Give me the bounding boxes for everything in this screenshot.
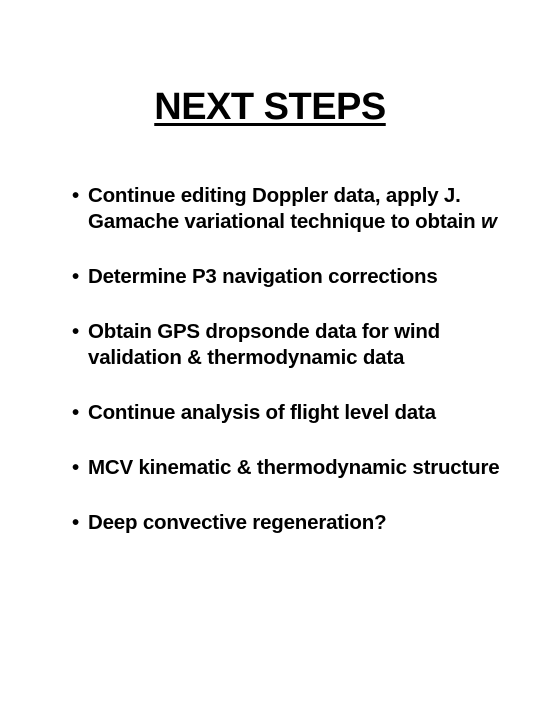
bullet-icon: • xyxy=(72,401,79,424)
bullet-icon: • xyxy=(72,511,79,534)
bullet-icon: • xyxy=(72,320,79,343)
list-item xyxy=(72,510,522,536)
list-item xyxy=(72,183,522,235)
list-item-text: MCV kinematic & thermodynamic structure xyxy=(88,456,500,479)
list-item-emphasis: w xyxy=(480,210,497,233)
list-item-text: Deep convective regeneration? xyxy=(88,511,387,534)
list-item xyxy=(72,455,522,481)
page-title xyxy=(0,86,540,129)
list-item-text: Continue editing Doppler data, apply J. Gamache variational technique to obtain xyxy=(88,184,481,233)
list-item-text: Determine P3 navigation corrections xyxy=(88,265,438,288)
next-steps-list xyxy=(72,183,522,536)
bullet-icon: • xyxy=(72,184,79,207)
list-item xyxy=(72,319,522,371)
list-item xyxy=(72,264,522,290)
list-item-text: Continue analysis of flight level data xyxy=(88,401,436,424)
bullet-icon: • xyxy=(72,456,79,479)
page-title-text: NEXT STEPS xyxy=(154,86,386,128)
bullet-icon: • xyxy=(72,265,79,288)
list-item-text: Obtain GPS dropsonde data for wind validation & thermodynamic data xyxy=(88,320,440,369)
list-item xyxy=(72,400,522,426)
